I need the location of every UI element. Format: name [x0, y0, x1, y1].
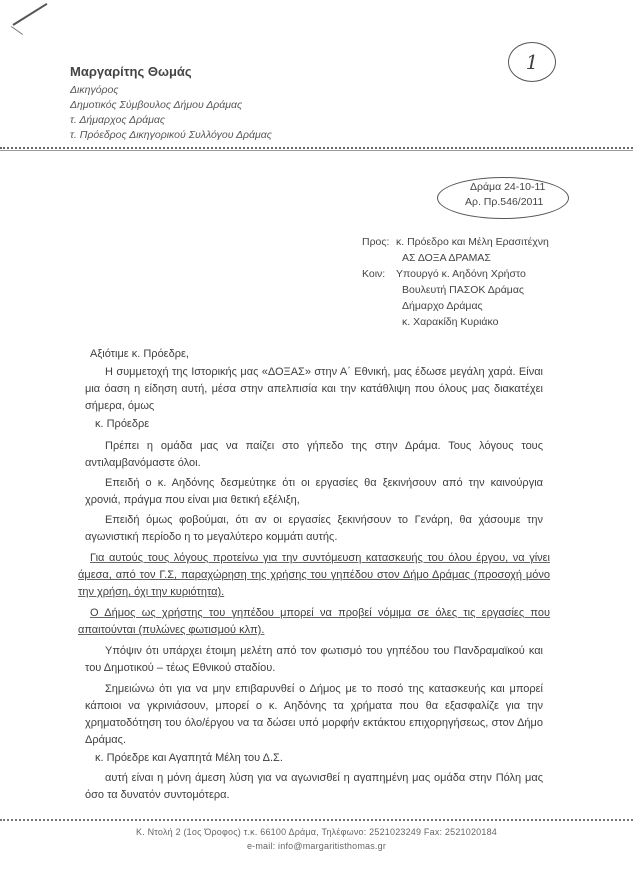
- page-number-circle: [508, 42, 556, 82]
- cc-line-1: Υπουργό κ. Αηδόνη Χρήστο: [396, 268, 526, 280]
- footer-address: Κ. Ντολή 2 (1ος Όροφος) τ.κ. 66100 Δράμα, Τηλέφωνο: 2521023249 Fax: 2521020184: [136, 827, 497, 837]
- salutation: Αξιότιμε κ. Πρόεδρε,: [90, 348, 189, 360]
- cc-label: Κοιν:: [362, 268, 386, 280]
- sender-title-2: Δημοτικός Σύμβουλος Δήμου Δράμας: [70, 99, 243, 111]
- sender-name: Μαργαρίτης Θωμάς: [70, 64, 192, 79]
- footer-email: e-mail: info@margaritisthomas.gr: [246, 841, 387, 851]
- letter-date: Δράμα 24-10-11: [470, 181, 546, 193]
- cc-line-3: Δήμαρχο Δράμας: [402, 300, 483, 312]
- header-divider: [0, 147, 633, 151]
- paragraph-8: Σημειώνω ότι για να μην επιβαρυνθεί ο Δήμος με το ποσό της κατασκευής και μπορεί κάποιοι να γκρινιάσουν, μπορεί ο κ. Αηδόνης τα χρήματα που θα εξασφαλίζε για την χρηματοδότηση του όλο/έργου να τα δώσει υπό μορφήν εκτάκτου επιχορηγήσεως, στον Δήμο Δράμας.: [85, 683, 543, 746]
- paragraph-5-underlined: Για αυτούς τους λόγους προτείνω για την συντόμευση κατασκευής του όλου έργου, να γίνει άμεσα, από τον Γ.Σ, παραχώρηση της χρήσης του γηπέδου στον Δήμο Δράμας (προσοχή μόνο την χρήση, όχι την κυριότητα).: [78, 552, 550, 598]
- address-2: κ. Πρόεδρε: [95, 418, 150, 430]
- paragraph-3: Επειδή ο κ. Αηδόνης δεσμεύτηκε ότι οι εργασίες θα ξεκινήσουν από την καινούργια χρονιά, πράγμα που είναι μια θετική εξέλιξη,: [85, 477, 543, 506]
- address-3: κ. Πρόεδρε και Αγαπητά Μέλη του Δ.Σ.: [95, 752, 283, 764]
- to-line-2: ΑΣ ΔΟΞΑ ΔΡΑΜΑΣ: [402, 252, 491, 264]
- paragraph-6-underlined: Ο Δήμος ως χρήστης του γηπέδου μπορεί να προβεί νόμιμα σε όλες τις εργασίες που απαιτούνται (πυλώνες φωτισμού κλπ).: [78, 607, 550, 636]
- cc-line-2: Βουλευτή ΠΑΣΟΚ Δράμας: [402, 284, 524, 296]
- paragraph-1: Η συμμετοχή της Ιστορικής μας «ΔΟΞΑΣ» στην Α΄ Εθνική, μας έδωσε μεγάλη χαρά. Είναι μια όαση η είδηση αυτή, μέσα στην απελπισία και την κατάθλιψη που όλους μας διακατέχει σήμερα, όμως: [85, 366, 543, 412]
- sender-title-1: Δικηγόρος: [70, 84, 119, 96]
- cc-line-4: κ. Χαρακίδη Κυριάκο: [402, 316, 499, 328]
- sender-title-4: τ. Πρόεδρος Δικηγορικού Συλλόγου Δράμας: [70, 129, 272, 141]
- protocol-number: Αρ. Πρ.546/2011: [465, 196, 544, 208]
- paragraph-2: Πρέπει η ομάδα μας να παίζει στο γήπεδο της στην Δράμα. Τους λόγους τους αντιλαμβανόμαστε όλοι.: [85, 440, 543, 469]
- paragraph-7: Υπόψιν ότι υπάρχει έτοιμη μελέτη από τον φωτισμό του γηπέδου του Πανδραμαϊκού και του Δημοτικού – τέως Εθνικού σταδίου.: [85, 645, 543, 674]
- page-number: 1: [525, 50, 539, 74]
- footer-divider: [0, 819, 633, 822]
- paragraph-4: Επειδή όμως φοβούμαι, ότι αν οι εργασίες ξεκινήσουν το Γενάρη, θα χάσουμε την αγωνιστική περίοδο η το μεγαλύτερο κομμάτι αυτής.: [85, 514, 543, 543]
- to-label: Προς:: [362, 236, 390, 248]
- sender-title-3: τ. Δήμαρχος Δράμας: [70, 114, 165, 126]
- to-line-1: κ. Πρόεδρο και Μέλη Ερασιτέχνη: [396, 236, 549, 248]
- pen-stroke-mark-small: [11, 26, 23, 35]
- pen-stroke-mark: [12, 3, 47, 26]
- paragraph-9: αυτή είναι η μόνη άμεση λύση για να αγωνισθεί η αγαπημένη μας ομάδα στην Πόλη μας όσο τα δυνατόν συντομότερα.: [85, 772, 543, 801]
